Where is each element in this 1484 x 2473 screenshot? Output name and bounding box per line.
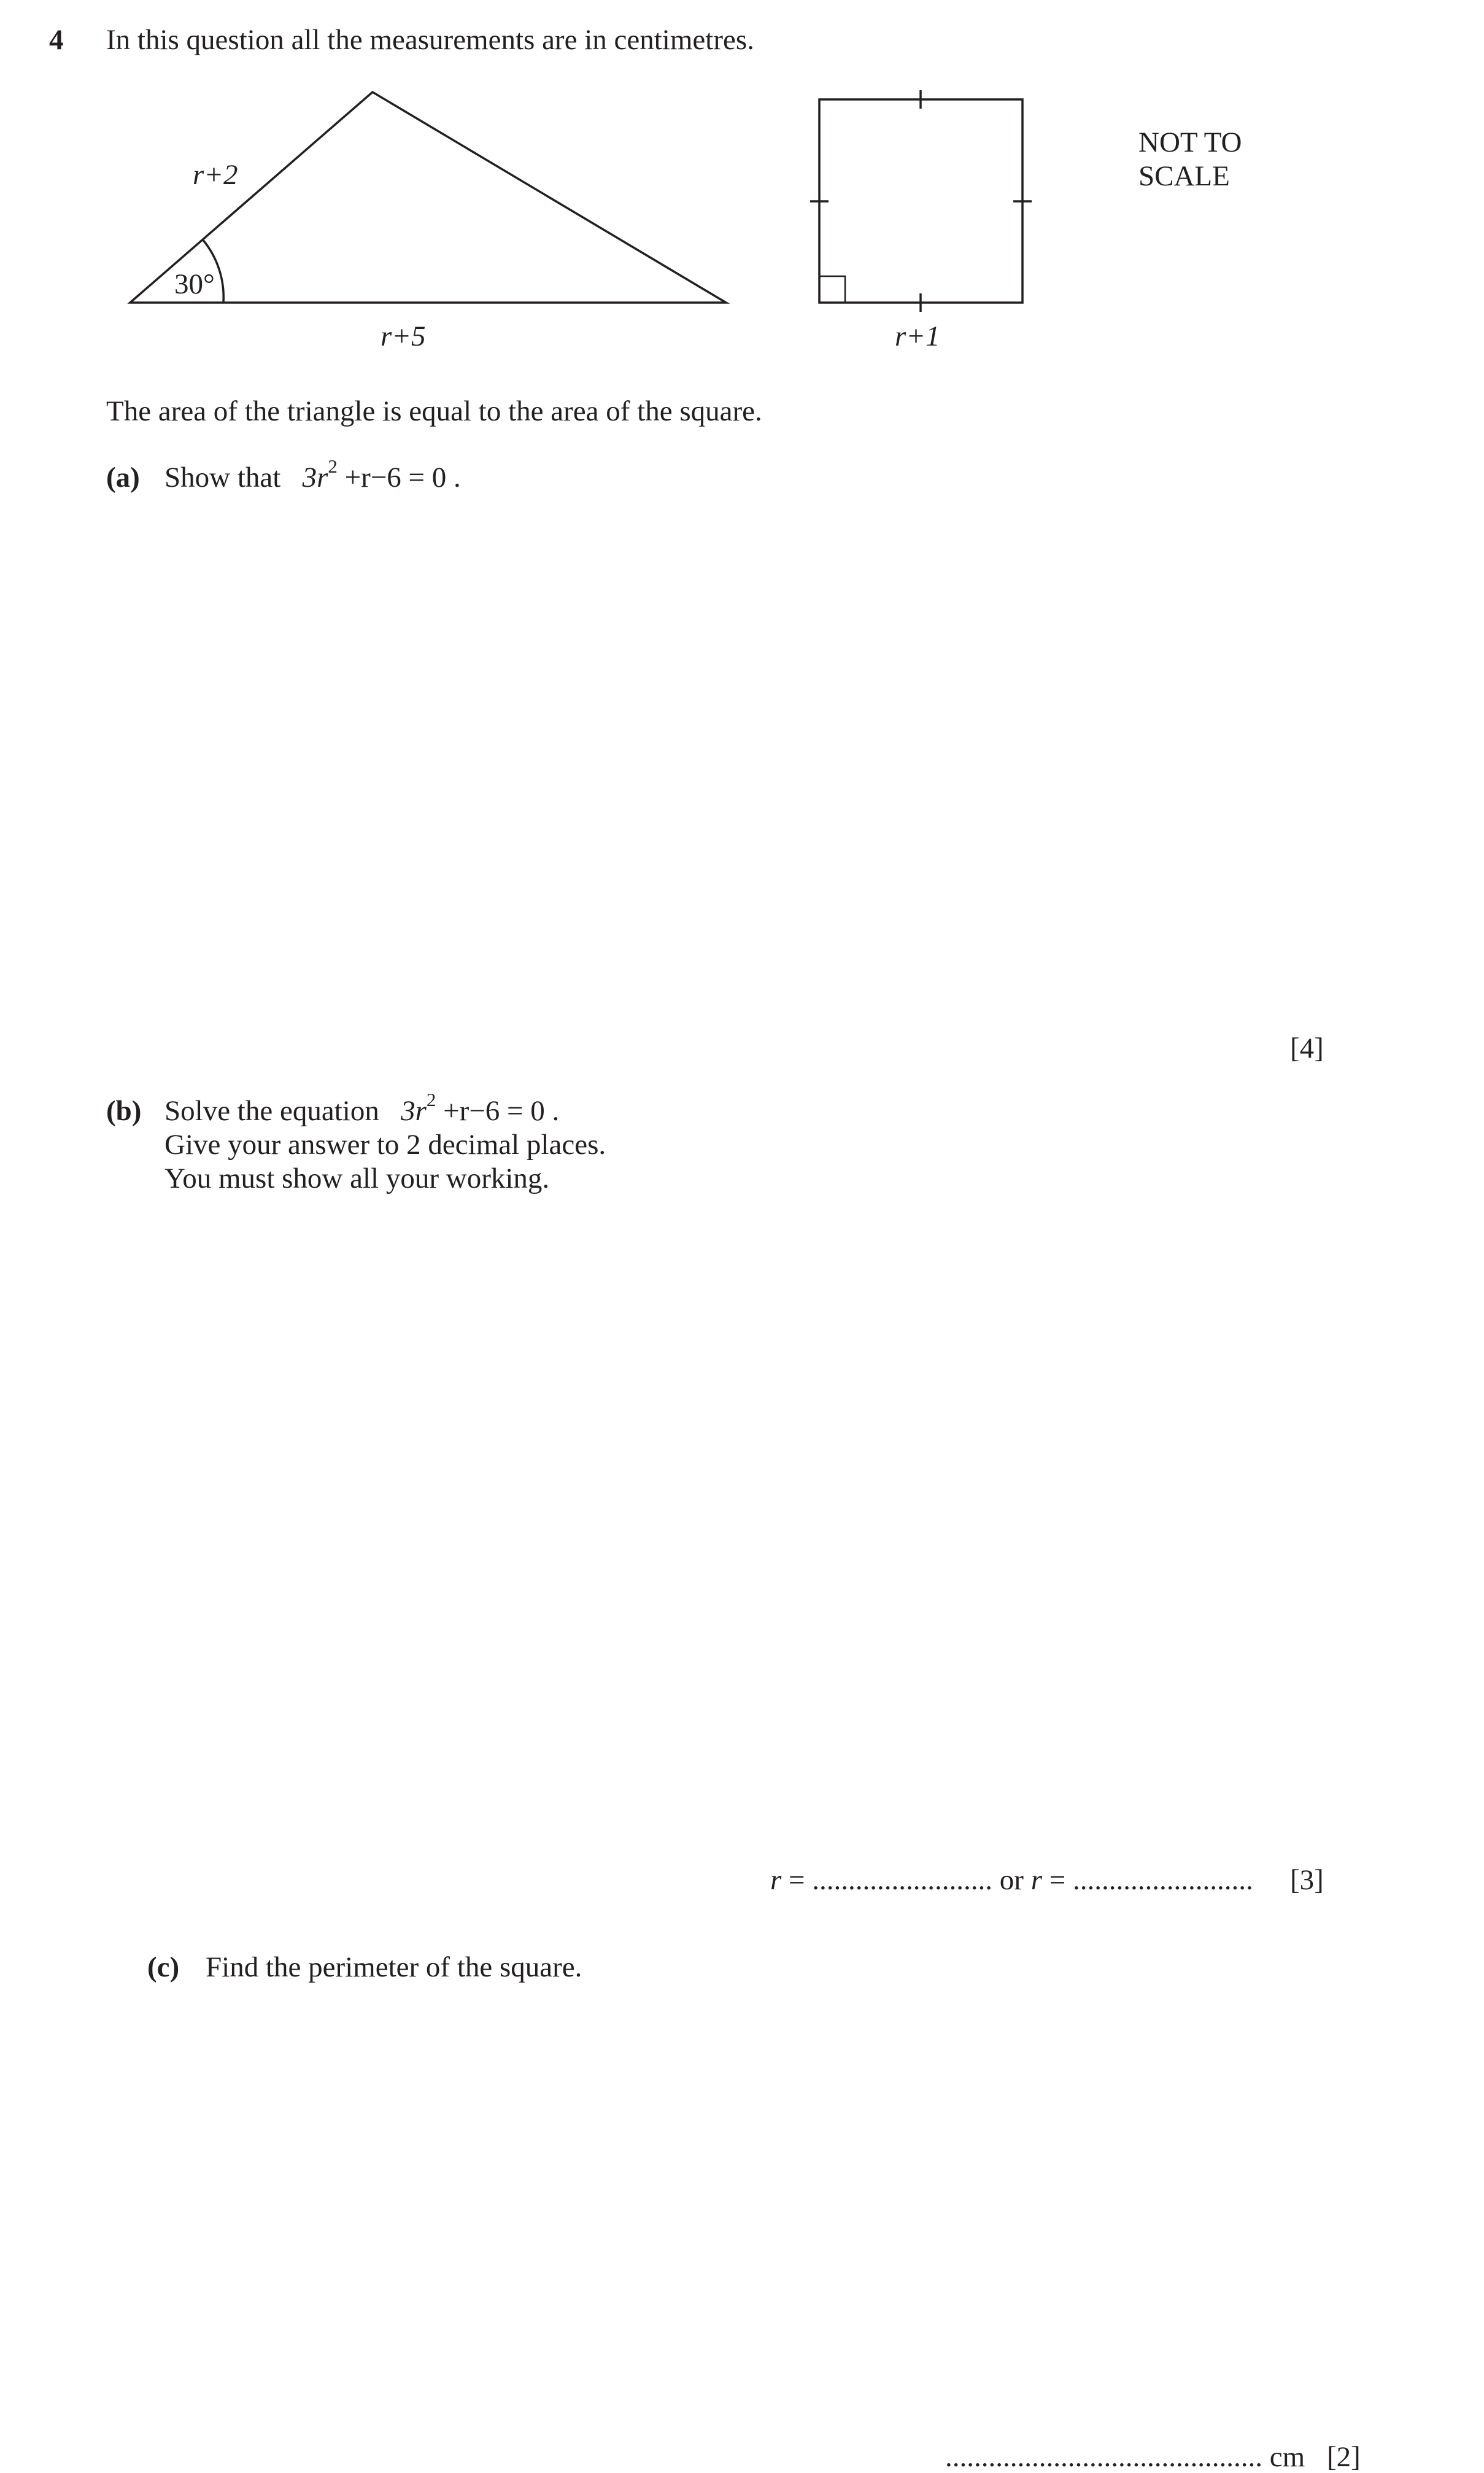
part-b-prefix: Solve the equation — [164, 1095, 379, 1127]
not-to-scale-note-line2: SCALE — [1138, 160, 1230, 192]
question-number: 4 — [49, 24, 64, 56]
part-b-instruction — [164, 1089, 560, 1127]
problem-statement: The area of the triangle is equal to the area of the square. — [106, 395, 762, 427]
answer-variable-1: r — [770, 1864, 782, 1896]
answer-variable-2: r — [1030, 1864, 1043, 1896]
part-b-line2: Give your answer to 2 decimal places. — [164, 1129, 606, 1161]
part-a-instruction — [164, 455, 461, 493]
part-a-equation-rest: +r−6 = 0 . — [344, 462, 461, 493]
part-a-equation-base: 3r — [302, 462, 328, 493]
part-c-instruction: Find the perimeter of the square. — [206, 1951, 582, 1983]
part-b-answer-line[interactable] — [770, 1866, 1253, 1895]
square-side-label: r+1 — [895, 320, 940, 352]
part-a-marks: [4] — [1290, 1032, 1324, 1064]
part-c-marks: [2] — [1327, 2441, 1361, 2473]
part-b-equation-exponent: 2 — [426, 1089, 436, 1111]
square-outline — [819, 99, 1022, 303]
right-angle-marker — [819, 276, 845, 303]
not-to-scale-note-line1: NOT TO — [1138, 126, 1242, 158]
triangle-side-label: r+2 — [193, 159, 238, 191]
part-b-equation-rest: +r−6 = 0 . — [443, 1095, 560, 1127]
triangle-base-label: r+5 — [381, 320, 426, 352]
part-c-answer-line[interactable]: ............................................ cm — [945, 2441, 1305, 2473]
question-intro: In this question all the measurements are in centimetres. — [106, 24, 754, 56]
square — [810, 90, 1032, 312]
geometry-diagram — [0, 0, 1484, 381]
part-a-prefix: Show that — [164, 462, 281, 493]
part-b-marks: [3] — [1290, 1864, 1324, 1896]
part-a-label: (a) — [106, 462, 140, 493]
answer-blank-2[interactable]: = ......................... — [1049, 1864, 1253, 1896]
part-b-equation-base: 3r — [401, 1095, 427, 1127]
part-b-line3: You must show all your working. — [164, 1163, 550, 1194]
answer-blank-1[interactable]: = ......................... or — [789, 1864, 1024, 1896]
triangle — [130, 92, 726, 303]
angle-label: 30° — [174, 268, 215, 300]
part-a-equation-exponent: 2 — [328, 455, 338, 478]
part-b-label: (b) — [106, 1095, 142, 1127]
part-c-label: (c) — [147, 1951, 180, 1983]
